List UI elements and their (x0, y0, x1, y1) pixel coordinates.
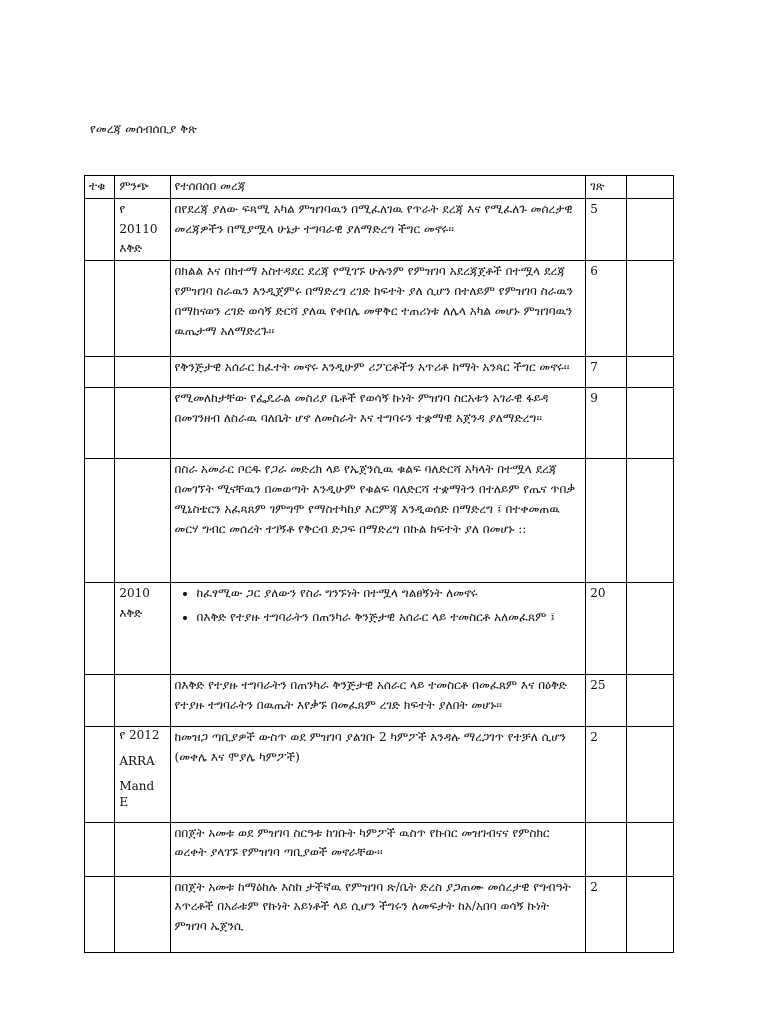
row-extra-cell (627, 357, 674, 388)
header-page: ገጽ (586, 176, 627, 199)
table-row (85, 357, 674, 388)
row-extra-cell (627, 822, 674, 876)
row-source-cell (115, 357, 170, 388)
row-source-cell (115, 261, 170, 357)
row-source-cell (115, 727, 170, 822)
row-info-cell (170, 583, 586, 675)
row-no-cell (85, 261, 115, 357)
document-title: የመረጃ መሰብሰቢያ ቅጽ (90, 122, 197, 136)
row-no-cell (85, 198, 115, 260)
source-line: Mand E (119, 779, 155, 809)
row-no-cell (85, 675, 115, 727)
row-page-cell: 5 (586, 198, 627, 260)
table-row (85, 876, 674, 952)
row-info-cell: ከመዝጋ ጣቢያዎች ውስጥ ወደ ምዝገባ ያልገቡ 2 ካምፖች እንዳሉ ማረጋገጥ የተቻለ ሲሆን (መቀሌ እና ሞያሌ ካምፖች) (170, 727, 586, 822)
row-page-cell: 6 (586, 261, 627, 357)
row-info-cell: የቅንጅታዊ አሰራር ክፈተት መኖሩ እንዲሁም ሪፖርቶችን አጥሪቶ ከማት አንጻር ችግር መኖሩ፡፡ (170, 357, 586, 388)
row-source-cell (115, 388, 170, 459)
source-line: የ 2012 (119, 728, 160, 743)
row-info-cell: በእቅድ የተያዙ ተግባራትን በጠንካራ ቅንጅታዊ አሰራር ላይ ተመስርቶ በመፈጸም እና በዕቅድ የተያዙ ተግባራትን በዉጤት እየቃኙ በመፈጸም ረገድ ክፍተት ያለበት መሆኑ፡፡ (170, 675, 586, 727)
row-extra-cell (627, 388, 674, 459)
header-extra (627, 176, 674, 199)
row-source-cell: የ 20110 እቅድ (115, 198, 170, 260)
header-source: ምንጭ (115, 176, 170, 199)
row-info-cell: የሚመለከታቸው የፌዴራል መስሪያ ቤቶች የወሳኝ ኩነት ምዝገባ ስርአቱን አገራዊ ፋይዳ በመገንዘብ ለስራዉ ባለቤት ሆኖ ለመስራት እና ተግባሩን ተቋማዊ አጀንዳ ያለማድረግ፡፡ (170, 388, 586, 459)
row-info-cell: በክልል እና በከተማ አስተዳደር ደረጃ የሚገኙ ሁሉንም የምዝገባ አደረጃጀቶች በተሟላ ደረጃ የምዝገባ ስራዉን እንዲጀምሩ በማድረግ ረገድ ክፍተት ያለ ሲሆን በተለይም የምዝገባ ስራዉን በማከናወን ረገድ ወሳኝ ድርሻ ያለዉ የቀበሌ መዋቅር ተጠሪነቱ ለሌላ አካል መሆኑ ምዝገባዉን ዉጤታማ አለማድረጉ፡፡ (170, 261, 586, 357)
row-page-cell (586, 822, 627, 876)
row-page-cell: 2 (586, 876, 627, 952)
row-info-cell: በበጀት አመቱ ወደ ምዝገባ ስርዓቱ ከገቡት ካምፖች ዉስጥ የኩበር መዝገብናና የምስክር ወረቀት ያላገኙ የምዝገባ ጣቢያወች መኖራቸው፡፡ (170, 822, 586, 876)
row-no-cell (85, 357, 115, 388)
table-row (85, 675, 674, 727)
row-extra-cell (627, 727, 674, 822)
row-source-cell (115, 822, 170, 876)
row-no-cell (85, 583, 115, 675)
row-extra-cell (627, 675, 674, 727)
row-no-cell (85, 727, 115, 822)
list-item: • ከፈፃሚው ጋር ያለውን የስራ ግንኙነት በተሟላ ግልፀኝነት ለመኖሩ (197, 584, 582, 604)
row-page-cell (586, 459, 627, 583)
source-line: ARRA (119, 753, 155, 768)
table-row (85, 583, 674, 675)
table-row (85, 261, 674, 357)
header-info: የተሰበሰበ መረጃ (170, 176, 586, 199)
header-no: ተቁ (85, 176, 115, 199)
row-extra-cell (627, 261, 674, 357)
row-no-cell (85, 459, 115, 583)
row-info-cell: በየደረጃ ያለው ፍጻሚ አካል ምዝገባዉን በሚፈለገዉ የጥራት ደረጃ እና የሚፈለጉ መሰረታዊ መረጃዎችን በሚያሟላ ሁኔታ ተግባራዊ ያለማድረግ ችግር መኖሩ፡፡ (170, 198, 586, 260)
data-collection-table (84, 175, 674, 953)
table-row (85, 198, 674, 260)
row-info-cell: በበጀት አመቱ ከማዕከሉ እስከ ታችኛዉ የምዝገባ ጽ/ቤት ድረስ ያጋጠሙ መሰረታዊ የግብዓት እጥረቶች በአራቱም የኩነት አይነቶች ላይ ሲሆን ችግሩን ለመፍታት ከአ/አበባ ወሳኝ ኩነት ምዝገባ ኤጀንሲ (170, 876, 586, 952)
row-source-cell (115, 675, 170, 727)
list-item: • በእቅድ የተያዙ ተግባራትን በጠንካራ ቅንጅታዊ አሰራር ላይ ተመስርቶ አለመፈጸም ፤ (197, 608, 582, 628)
row-extra-cell (627, 459, 674, 583)
row-page-cell: 20 (586, 583, 627, 675)
table-row (85, 388, 674, 459)
row-extra-cell (627, 198, 674, 260)
row-page-cell: 25 (586, 675, 627, 727)
table-row (85, 727, 674, 822)
table-row (85, 822, 674, 876)
row-extra-cell (627, 876, 674, 952)
table-header-row (85, 176, 674, 199)
row-source-cell (115, 876, 170, 952)
row-extra-cell (627, 583, 674, 675)
row-source-cell (115, 459, 170, 583)
row-page-cell: 7 (586, 357, 627, 388)
table-row (85, 459, 674, 583)
row-no-cell (85, 822, 115, 876)
row-page-cell: 9 (586, 388, 627, 459)
row-info-cell: በስራ አመራር ቦርዱ የጋራ መድረክ ላይ የኤጀንሲዉ ቁልፍ ባለድርሻ አካላት በተሟላ ደረጃ በመገኘት ሚናቸዉን በመወጣት እንዲሁም የቁልፍ ባለድርሻ ተቋማትን በተለይም የጤና ጥበቃ ሚኒስቴርን አፈጻጸም ገምግሞ የማስተካከያ እርምጃ እንዲወሰድ በማድረግ ፤ በተቀመጠዉ መርሃ ግብር መሰረት ተገኝቶ የቅርብ ድጋፍ በማድረግ በኩል ክፍተት ያለ በመሆኑ :: (170, 459, 586, 583)
bullet-list (175, 584, 582, 628)
row-page-cell: 2 (586, 727, 627, 822)
row-source-cell: 2010 እቅድ (115, 583, 170, 675)
row-no-cell (85, 876, 115, 952)
row-no-cell (85, 388, 115, 459)
